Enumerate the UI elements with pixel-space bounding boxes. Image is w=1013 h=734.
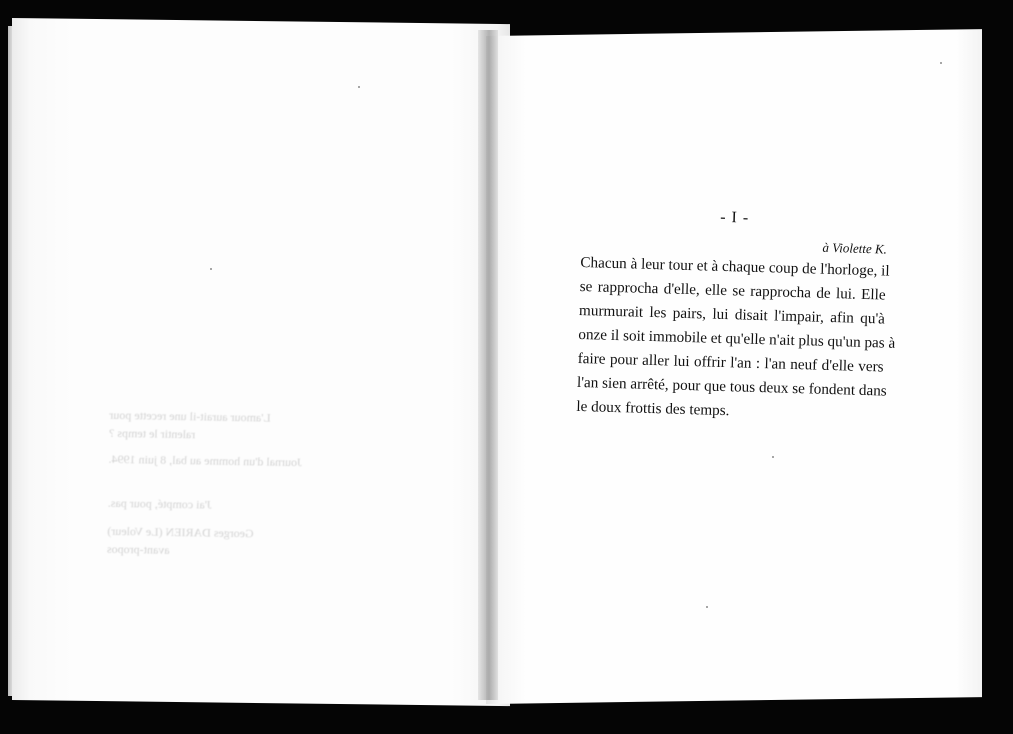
bleed-line: avant-propos — [106, 541, 170, 557]
paper-speck — [940, 62, 942, 64]
paper-speck — [210, 268, 212, 270]
dedication: à Violette K. — [822, 239, 888, 257]
paragraph-line: onze il soit immobile et qu'elle n'ait plus qu'un pas à — [578, 325, 896, 352]
paragraph-line: Chacun à leur tour et à chaque coup de l'horloge, il — [580, 253, 890, 280]
bleed-line: ralentir le temps ? — [108, 425, 196, 442]
left-page-bleed-through-text — [107, 406, 360, 580]
paragraph-line: se rapprocha d'elle, elle se rapprocha de lui. Elle — [579, 277, 886, 304]
bleed-line: Journal d'un homme au bal, 8 juin 1994. — [108, 451, 302, 470]
book-gutter — [478, 30, 498, 700]
right-page-content — [576, 205, 896, 427]
chapter-heading: - I - — [719, 208, 750, 227]
paper-speck — [772, 456, 774, 458]
paragraph-line: faire pour aller lui offrir l'an : l'an neuf d'elle vers — [577, 349, 884, 376]
left-page — [12, 18, 510, 706]
paper-speck — [358, 86, 360, 88]
bleed-line: Georges DARIEN (Le Voleur) — [107, 523, 254, 541]
paragraph-line: l'an sien arrêté, pour que tous deux se fondent dans — [576, 373, 887, 400]
paragraph-line: le doux frottis des temps. — [576, 397, 730, 420]
body-paragraph — [576, 251, 896, 427]
paragraph-line: murmurait les pairs, lui disait l'impair, afin qu'à — [578, 301, 886, 328]
bleed-line: J'ai compté, pour pas. — [107, 495, 212, 512]
bleed-line: L'amour aurait-il une recette pour — [109, 407, 271, 425]
paper-speck — [706, 606, 708, 608]
